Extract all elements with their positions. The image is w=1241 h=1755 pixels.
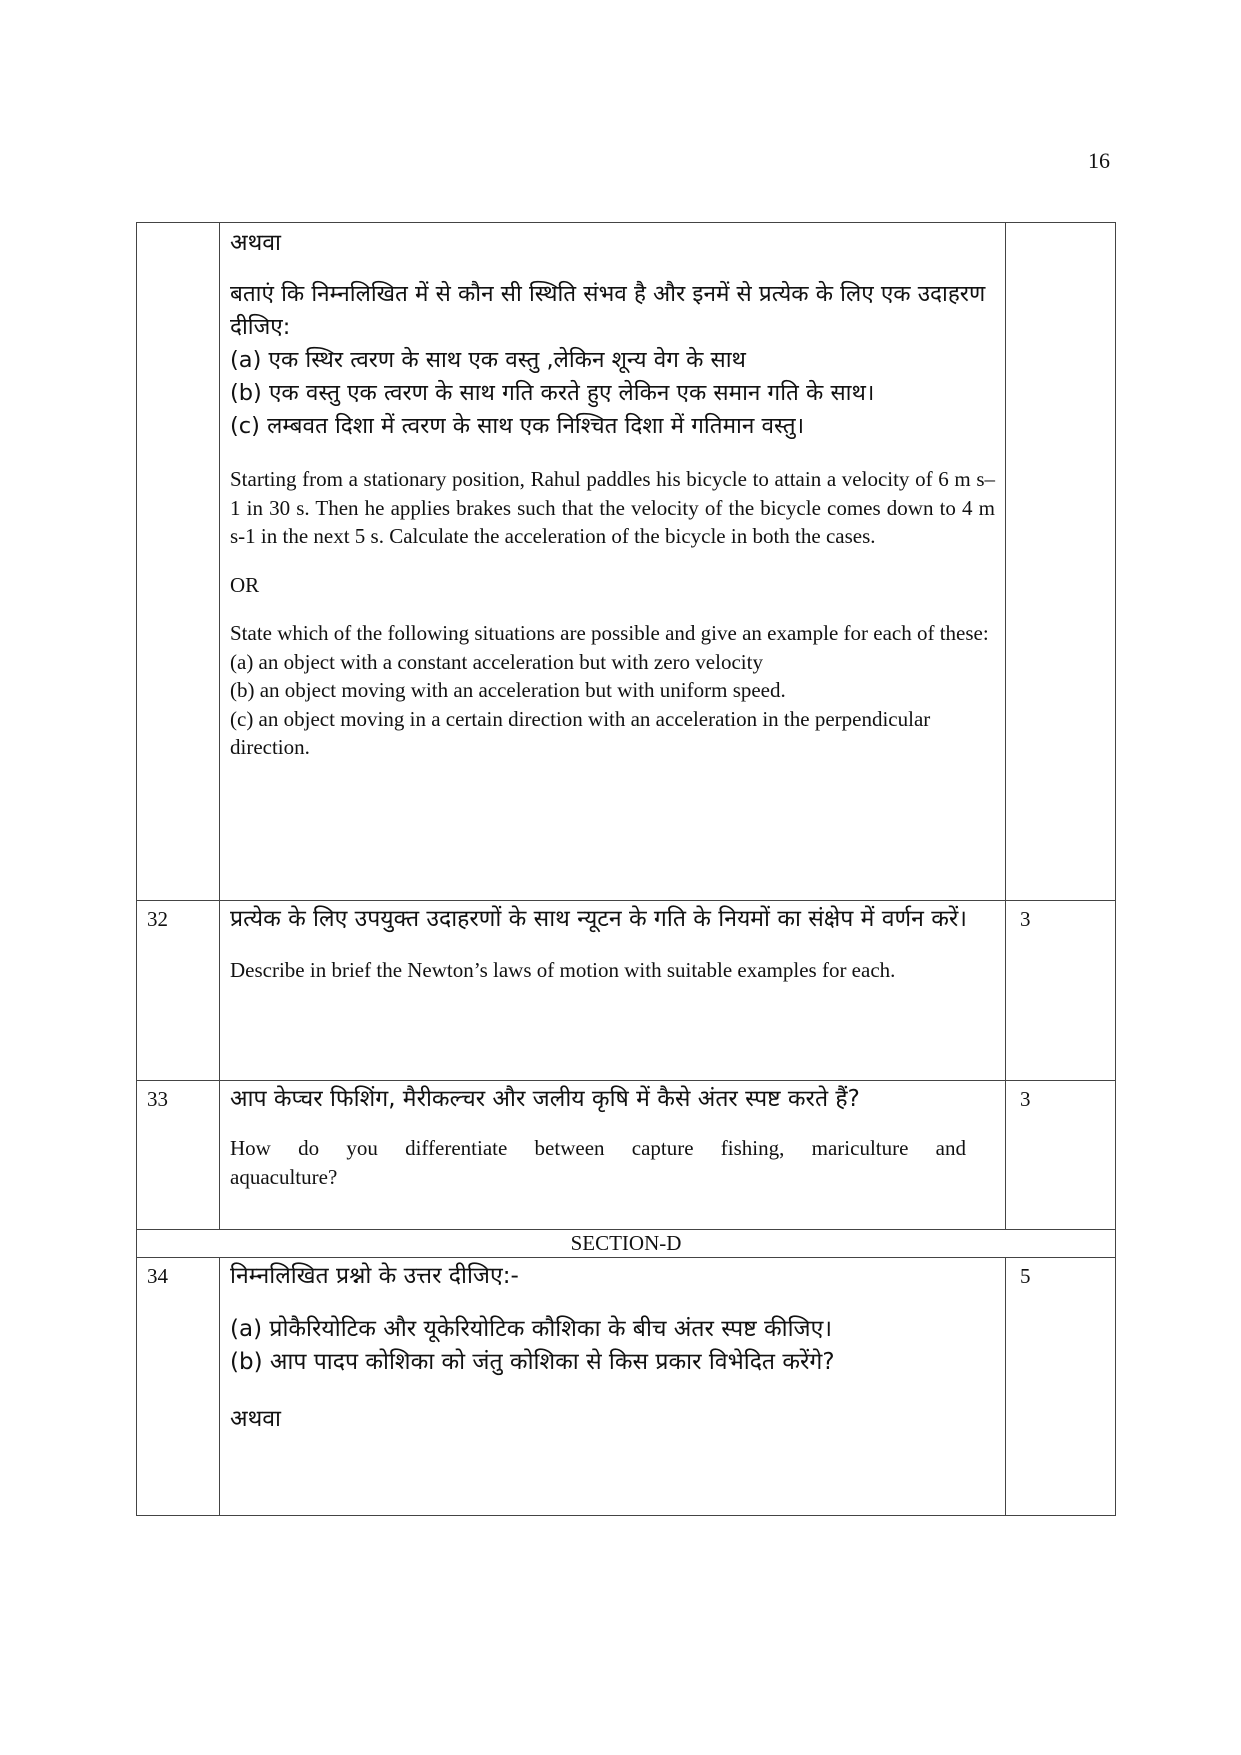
question-marks: 3 xyxy=(1006,1081,1116,1230)
hindi-question-intro: बताएं कि निम्नलिखित में से कौन सी स्थिति संभव है और इनमें से प्रत्येक के लिए एक उदाहरण दीजिए: xyxy=(230,281,986,340)
question-body-cell xyxy=(220,901,1006,1081)
hindi-or-label: अथवा xyxy=(230,1406,282,1432)
hindi-option-b: (b) आप पादप कोशिका को जंतु कोशिका से किस प्रकार विभेदित करेंगे? xyxy=(230,1349,835,1375)
english-question-text: How do you differentiate between capture fishing, mariculture and aquaculture? xyxy=(230,1136,966,1189)
question-marks: 3 xyxy=(1006,901,1116,1081)
table-row-q32 xyxy=(137,901,1116,1081)
english-question-text: Describe in brief the Newton’s laws of motion with suitable examples for each. xyxy=(230,958,896,982)
question-number: 34 xyxy=(137,1258,220,1516)
table-row-continuation xyxy=(137,223,1116,901)
english-option-a: (a) an object with a constant acceleration but with zero velocity xyxy=(230,649,763,674)
question-number-cell xyxy=(137,223,220,901)
question-body-cell xyxy=(220,1258,1006,1516)
question-marks: 5 xyxy=(1006,1258,1116,1516)
question-number: 33 xyxy=(137,1081,220,1230)
table-row-section-header xyxy=(137,1230,1116,1258)
english-option-b: (b) an object moving with an acceleration but with uniform speed. xyxy=(230,678,786,702)
hindi-question-intro: निम्नलिखित प्रश्नो के उत्तर दीजिए:- xyxy=(230,1263,519,1289)
marks-cell xyxy=(1006,223,1116,901)
question-table xyxy=(136,222,1116,1516)
hindi-option-b: (b) एक वस्तु एक त्वरण के साथ गति करते हुए लेकिन एक समान गति के साथ। xyxy=(230,380,875,406)
table-row-q34 xyxy=(137,1258,1116,1516)
english-or-label: OR xyxy=(230,572,260,597)
hindi-option-a: (a) एक स्थिर त्वरण के साथ एक वस्तु ,लेकिन शून्य वेग के साथ xyxy=(230,347,746,373)
hindi-question-text: आप केप्चर फिशिंग, मैरीकल्चर और जलीय कृषि में कैसे अंतर स्पष्ट करते हैं? xyxy=(230,1086,860,1112)
page-number: 16 xyxy=(1088,148,1110,173)
question-body-cell xyxy=(220,223,1006,901)
question-body-cell xyxy=(220,1081,1006,1230)
english-question-intro: State which of the following situations are possible and give an example for each of these: xyxy=(230,621,989,645)
table-row-q33 xyxy=(137,1081,1116,1230)
hindi-option-a: (a) प्रोकैरियोटिक और यूकेरियोटिक कौशिका के बीच अंतर स्पष्ट कीजिए। xyxy=(230,1316,833,1342)
section-d-heading: SECTION-D xyxy=(137,1230,1116,1258)
english-question-paragraph: Starting from a stationary position, Rahul paddles his bicycle to attain a velocity of 6 m s–1 in 30 s. Then he applies brakes such that the velocity of the bicycle comes down to 4 m s-1 in the next 5 s. Calculate the acceleration of the bicycle in both the cases. xyxy=(230,467,995,548)
question-number: 32 xyxy=(137,901,220,1081)
hindi-option-c: (c) लम्बवत दिशा में त्वरण के साथ एक निश्चित दिशा में गतिमान वस्तु। xyxy=(230,413,805,439)
hindi-question-text: प्रत्येक के लिए उपयुक्त उदाहरणों के साथ न्यूटन के गति के नियमों का संक्षेप में वर्णन करें। xyxy=(230,906,968,932)
english-option-c: (c) an object moving in a certain direction with an acceleration in the perpendicular direction. xyxy=(230,706,931,759)
hindi-or-label: अथवा xyxy=(230,230,282,256)
